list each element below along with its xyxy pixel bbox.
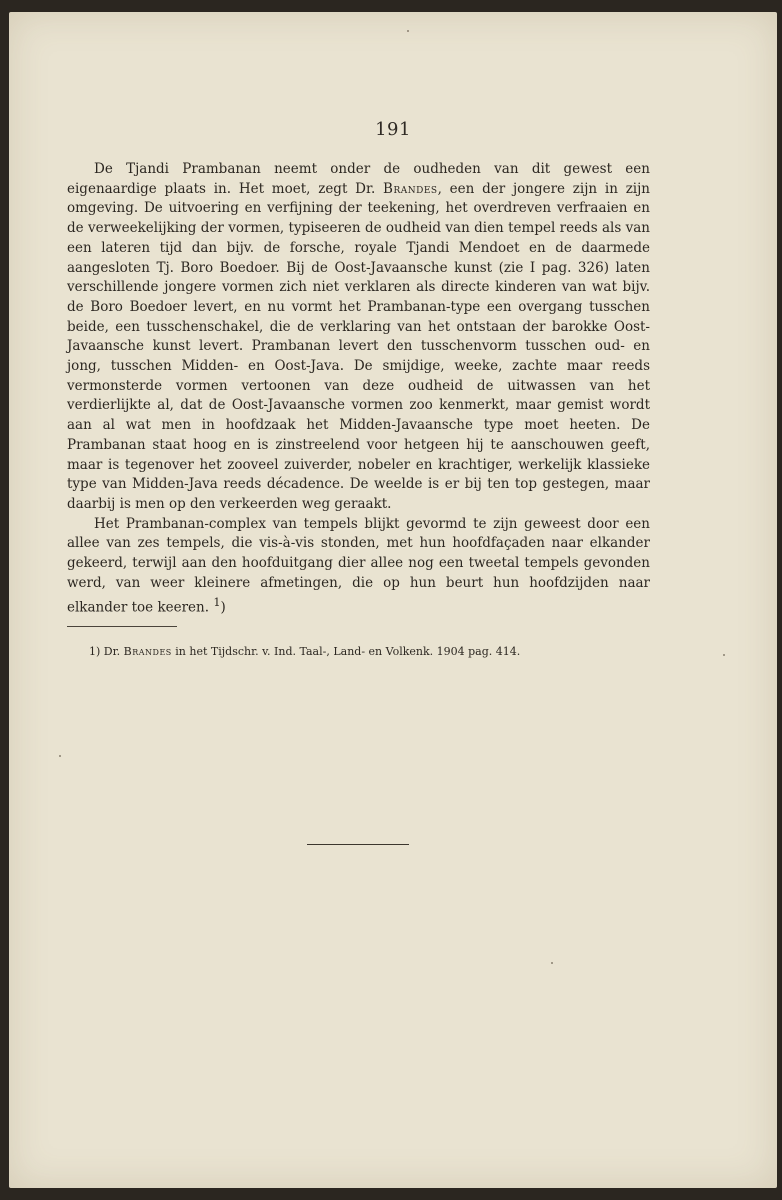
paper-speck xyxy=(551,962,553,964)
footnote xyxy=(89,645,649,658)
page-number: 191 xyxy=(375,119,411,140)
paragraph-1-lead: De Tjandi Prambanan neemt onder de oudheden van dit gewest een eigenaardige plaats in. Het moet, zegt Dr. xyxy=(67,161,650,197)
paper-speck xyxy=(723,654,725,656)
section-end-rule xyxy=(307,844,409,845)
paragraph-2 xyxy=(67,515,650,619)
footnote-lead: Dr. xyxy=(103,645,124,658)
paragraph-1-rest: , een der jongere zijn in zijn omgeving. De uitvoering en verfijning der teekening, het overdreven verfraaien en de verweekelijking der vormen, typiseeren de oudheid van dien tempel reeds als van een lateren tijd dan bijv. de forsche, royale Tjandi Mendoet en de daarmede aangesloten Tj. Boro Boedoer. Bij de Oost-Javaansche kunst (zie I pag. 326) laten verschillende jongere vormen zich niet verklaren als directe kinderen van wat bijv. de Boro Boedoer levert, en nu vormt het Prambanan-type een overgang tusschen beide, een tusschenschakel, die de verklaring van het ontstaan der barokke Oost-Javaansche kunst levert. Prambanan levert den tusschenvorm tusschen oud- en jong, tusschen Midden- en Oost-Java. De smijdige, weeke, zachte maar reeds vermonsterde vormen vertoonen van deze oudheid de uitwassen van het verdierlijkte al, dat de Oost-Javaansche vormen zoo kenmerkt, maar gemist wordt aan al wat men in hoofdzaak het Midden-Javaansche type moet heeten. De Prambanan staat hoog en is zinstreelend voor hetgeen hij te aanschouwen geeft, maar is tegenover het zooveel zuiverder, nobeler en krachtiger, werkelijk klassieke type van Midden-Java reeds décadence. De weelde is er bij ten top gestegen, maar daarbij is men op den verkeerden weg geraakt. xyxy=(67,180,651,512)
paragraph-2-text: Het Prambanan-complex van tempels blijkt gevormd te zijn geweest door een allee van zes tempels, die vis-à-vis stonden, met hun hoofdfaçaden naar elkander gekeerd, terwijl aan den hoofduitgang dier allee nog een tweetal tempels gevonden werd, van weer kleinere afmetingen, die op hun beurt hun hoofdzijden naar elkander toe keeren. xyxy=(67,515,650,616)
book-page xyxy=(9,12,777,1188)
author-name: Brandes xyxy=(383,180,438,197)
footnote-author: Brandes xyxy=(123,645,172,658)
footnote-divider xyxy=(67,626,177,627)
footnote-reference-paren: ) xyxy=(220,599,226,616)
footnote-reference[interactable]: 1 xyxy=(213,596,221,610)
paper-speck xyxy=(407,30,409,32)
footnote-citation: in het Tijdschr. v. Ind. Taal-, Land- en Volkenk. 1904 pag. 414. xyxy=(171,645,521,658)
paragraph-1 xyxy=(67,160,650,515)
footnote-marker: 1) xyxy=(89,645,101,658)
paper-speck xyxy=(59,755,61,757)
body-text xyxy=(67,160,650,619)
